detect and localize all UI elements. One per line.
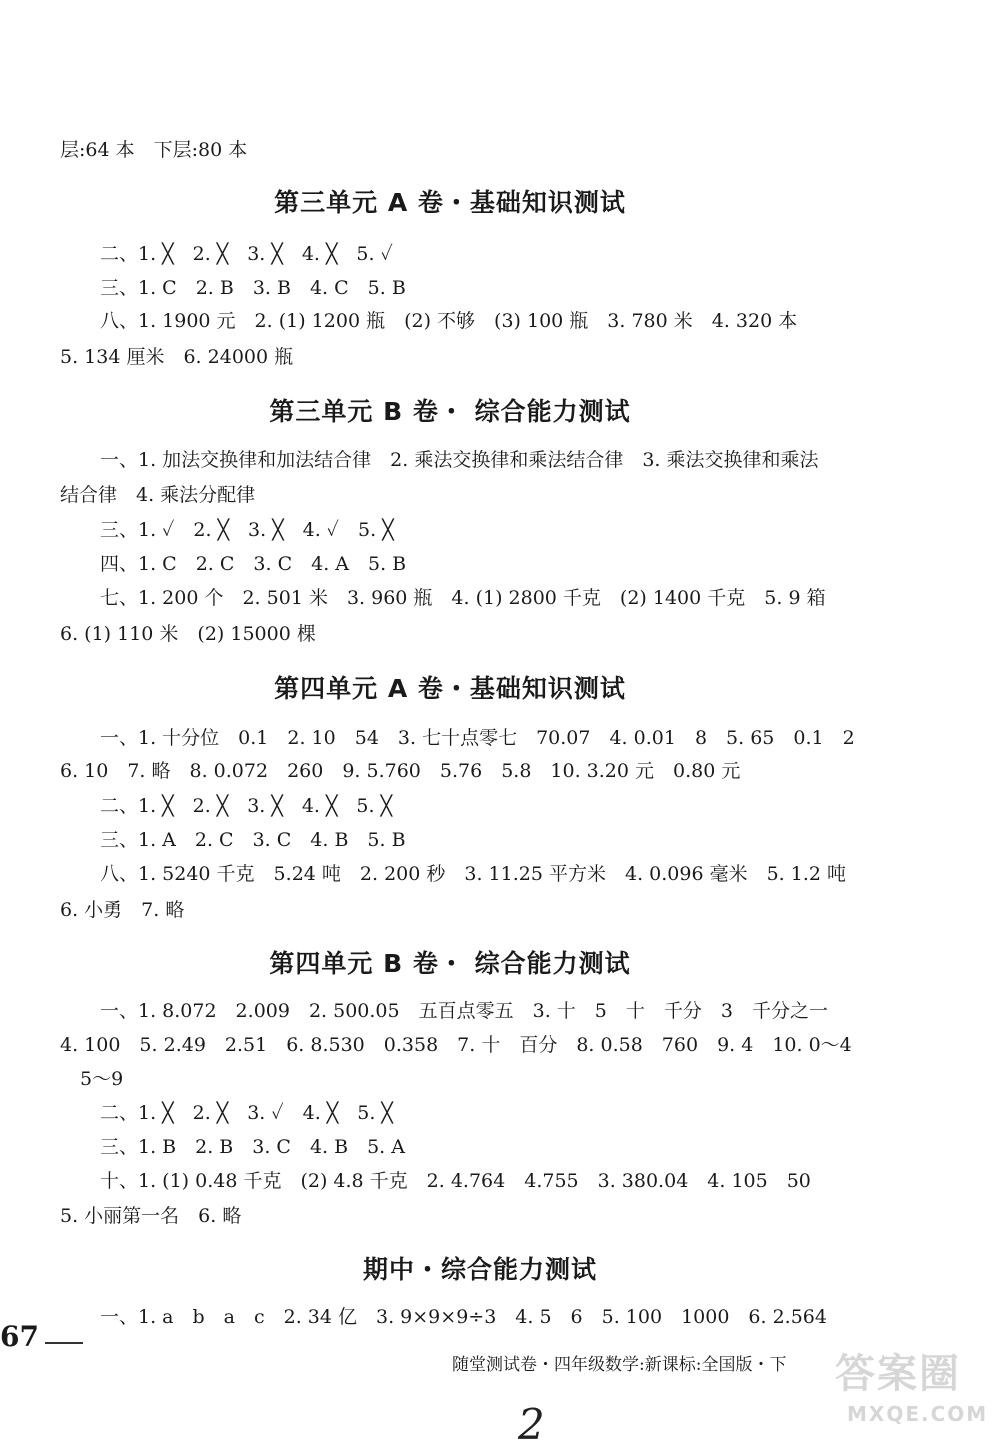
answer-line: 二、1. ╳ 2. ╳ 3. ✓ 4. ╳ 5. ╳: [100, 1102, 393, 1124]
answer-line: 一、1. 8.072 2.009 2. 500.05 五百点零五 3. 十 5 十 千分 3 千分之一: [100, 1000, 828, 1022]
section-title: 第三单元 B 卷・ 综合能力测试: [269, 397, 631, 426]
footer-rule: [45, 1342, 83, 1344]
answer-line: 三、1. A 2. C 3. C 4. B 5. B: [100, 829, 406, 851]
answer-line: 6. 10 7. 略 8. 0.072 260 9. 5.760 5.76 5.8 10. 3.20 元 0.80 元: [60, 760, 741, 782]
answer-line: 6. 小勇 7. 略: [60, 899, 185, 921]
answer-line: 八、1. 5240 千克 5.24 吨 2. 200 秒 3. 11.25 平方米 4. 0.096 毫米 5. 1.2 吨: [100, 863, 847, 885]
watermark-url: MXQE.COM: [847, 1402, 989, 1426]
section-title: 第四单元 A 卷・基础知识测试: [274, 674, 626, 703]
answer-line: 一、1. 加法交换律和加法结合律 2. 乘法交换律和乘法结合律 3. 乘法交换律和乘法: [100, 449, 819, 471]
answer-line: 四、1. C 2. C 3. C 4. A 5. B: [100, 553, 407, 575]
footer-series-title: 随堂测试卷・四年级数学:新课标:全国版・下: [452, 1355, 787, 1375]
watermark-logo: [835, 1342, 995, 1442]
answer-line: 三、1. C 2. B 3. B 4. C 5. B: [100, 277, 406, 299]
page-number: 67: [0, 1320, 39, 1353]
answer-line: 4. 100 5. 2.49 2.51 6. 8.530 0.358 7. 十 百分 8. 0.58 760 9. 4 10. 0～4: [60, 1034, 852, 1056]
answer-line: 八、1. 1900 元 2. (1) 1200 瓶 (2) 不够 (3) 100 瓶 3. 780 米 4. 320 本: [100, 310, 798, 332]
handwritten-mark: 2: [518, 1400, 545, 1449]
section-title: 第四单元 B 卷・ 综合能力测试: [269, 949, 631, 978]
answer-line: 一、1. a b a c 2. 34 亿 3. 9×9×9÷3 4. 5 6 5. 100 1000 6. 2.564: [100, 1306, 827, 1328]
section-title: 期中・综合能力测试: [362, 1255, 597, 1284]
answer-line: 5. 134 厘米 6. 24000 瓶: [60, 346, 294, 368]
answer-line: 一、1. 十分位 0.1 2. 10 54 3. 七十点零七 70.07 4. 0.01 8 5. 65 0.1 2: [100, 727, 855, 749]
answer-line: 5～9: [80, 1068, 124, 1090]
answer-line: 七、1. 200 个 2. 501 米 3. 960 瓶 4. (1) 2800 千克 (2) 1400 千克 5. 9 箱: [100, 587, 826, 609]
answer-line: 二、1. ╳ 2. ╳ 3. ╳ 4. ╳ 5. ╳: [100, 795, 393, 817]
answer-line: 结合律 4. 乘法分配律: [60, 484, 256, 506]
answer-line: 十、1. (1) 0.48 千克 (2) 4.8 千克 2. 4.764 4.755 3. 380.04 4. 105 50: [100, 1170, 811, 1192]
answer-line: 5. 小丽第一名 6. 略: [60, 1205, 242, 1227]
answer-line: 三、1. ✓ 2. ╳ 3. ╳ 4. ✓ 5. ╳: [100, 519, 394, 541]
watermark-text: 答案圈: [835, 1351, 961, 1397]
section-title: 第三单元 A 卷・基础知识测试: [274, 188, 626, 217]
answer-line: 层:64 本 下层:80 本: [60, 139, 248, 161]
answer-line: 6. (1) 110 米 (2) 15000 棵: [60, 623, 316, 645]
answer-line: 二、1. ╳ 2. ╳ 3. ╳ 4. ╳ 5. ✓: [100, 243, 393, 265]
answer-line: 三、1. B 2. B 3. C 4. B 5. A: [100, 1136, 405, 1158]
